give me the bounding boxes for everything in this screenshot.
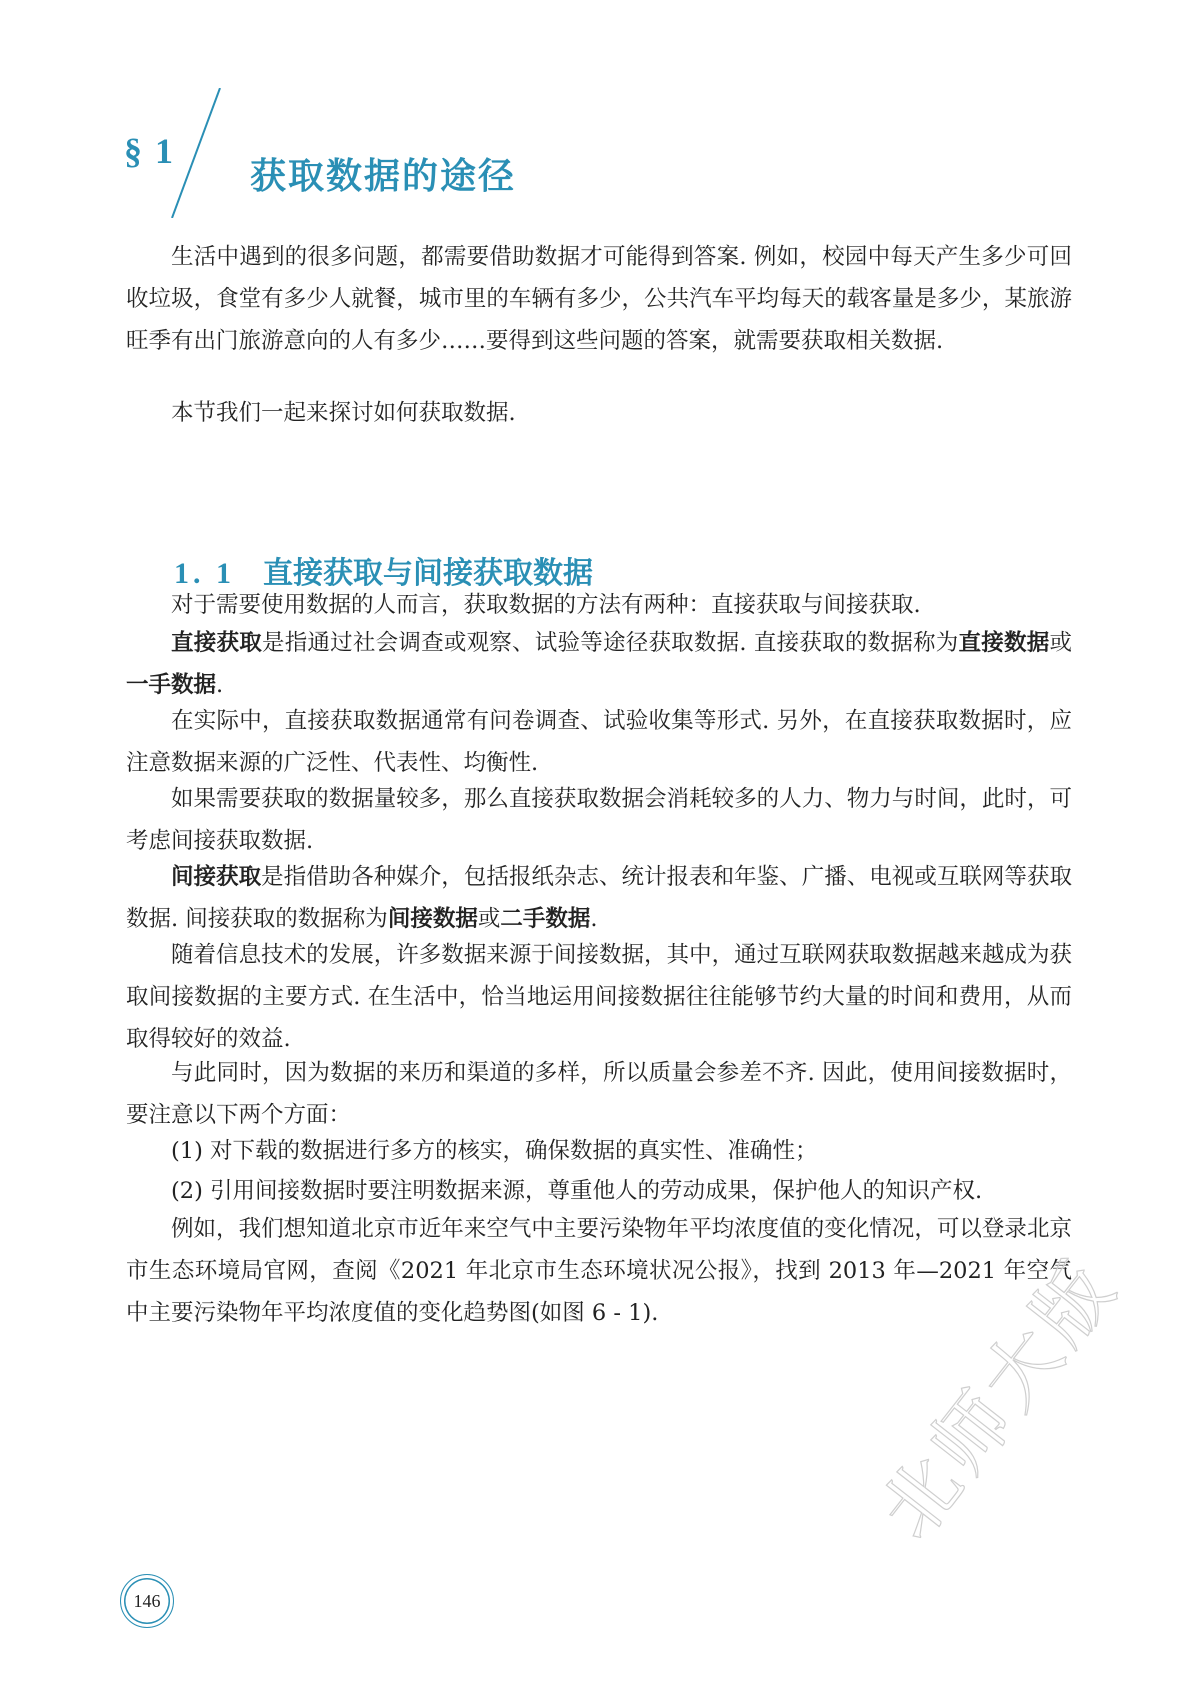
paragraph-internet-source: 随着信息技术的发展，许多数据来源于间接数据，其中，通过互联网获取数据越来越成为获取间接数据的主要方式. 在生活中，恰当地运用间接数据往往能够节约大量的时间和费用，从而取得较好的效益. [126,942,1072,1052]
section-title: 获取数据的途径 [250,156,517,197]
paragraph-direct-forms: 在实际中，直接获取数据通常有问卷调查、试验收集等形式. 另外，在直接获取数据时，应注意数据来源的广泛性、代表性、均衡性. [126,708,1072,776]
paragraph-beijing-example: 例如，我们想知道北京市近年来空气中主要污染物年平均浓度值的变化情况，可以登录北京市生态环境局官网，查阅《2021 年北京市生态环境状况公报》，找到 2013 年—2021 年空气中主要污染物年平均浓度值的变化趋势图(如图 6 - 1). [126,1216,1072,1326]
term-indirect-data: 间接数据 [387,906,478,932]
intro-paragraph-1: 生活中遇到的很多问题，都需要借助数据才可能得到答案. 例如，校园中每天产生多少可回收垃圾，食堂有多少人就餐，城市里的车辆有多少，公共汽车平均每天的载客量是多少，某旅游旺季有出门旅游意向的人有多少……要得到这些问题的答案，就需要获取相关数据. [126,244,1072,354]
paragraph-cost: 如果需要获取的数据量较多，那么直接获取数据会消耗较多的人力、物力与时间，此时，可考虑间接获取数据. [126,786,1072,854]
section-number: § 1 [124,131,175,171]
paragraph-two-methods: 对于需要使用数据的人而言，获取数据的方法有两种：直接获取与间接获取. [171,592,921,618]
term-direct-acquisition: 直接获取 [171,630,262,656]
list-item-cite-source: (2) 引用间接数据时要注明数据来源，尊重他人的劳动成果，保护他人的知识产权. [171,1178,983,1204]
paragraph-indirect-acquisition: 间接获取是指借助各种媒介，包括报纸杂志、统计报表和年鉴、广播、电视或互联网等获取数据. 间接获取的数据称为间接数据或二手数据. [126,864,1072,932]
term-first-hand-data: 一手数据 [126,672,217,698]
publisher-watermark: 北师大版 [862,1241,1135,1555]
section-divider-slash [168,88,238,218]
list-item-verify: (1) 对下载的数据进行多方的核实，确保数据的真实性、准确性； [171,1138,818,1164]
subsection-number: 1. 1 [174,557,235,590]
term-indirect-acquisition: 间接获取 [171,864,262,890]
term-second-hand-data: 二手数据 [500,906,591,932]
intro-paragraph-2: 本节我们一起来探讨如何获取数据. [171,400,516,426]
subsection-title: 直接获取与间接获取数据 [263,556,593,591]
paragraph-direct-acquisition: 直接获取是指通过社会调查或观察、试验等途径获取数据. 直接获取的数据称为直接数据或一手数据. [126,630,1072,698]
paragraph-quality: 与此同时，因为数据的来历和渠道的多样，所以质量会参差不齐. 因此，使用间接数据时，要注意以下两个方面： [126,1060,1072,1128]
page-number-badge: 146 [120,1574,174,1628]
term-direct-data: 直接数据 [958,630,1050,656]
